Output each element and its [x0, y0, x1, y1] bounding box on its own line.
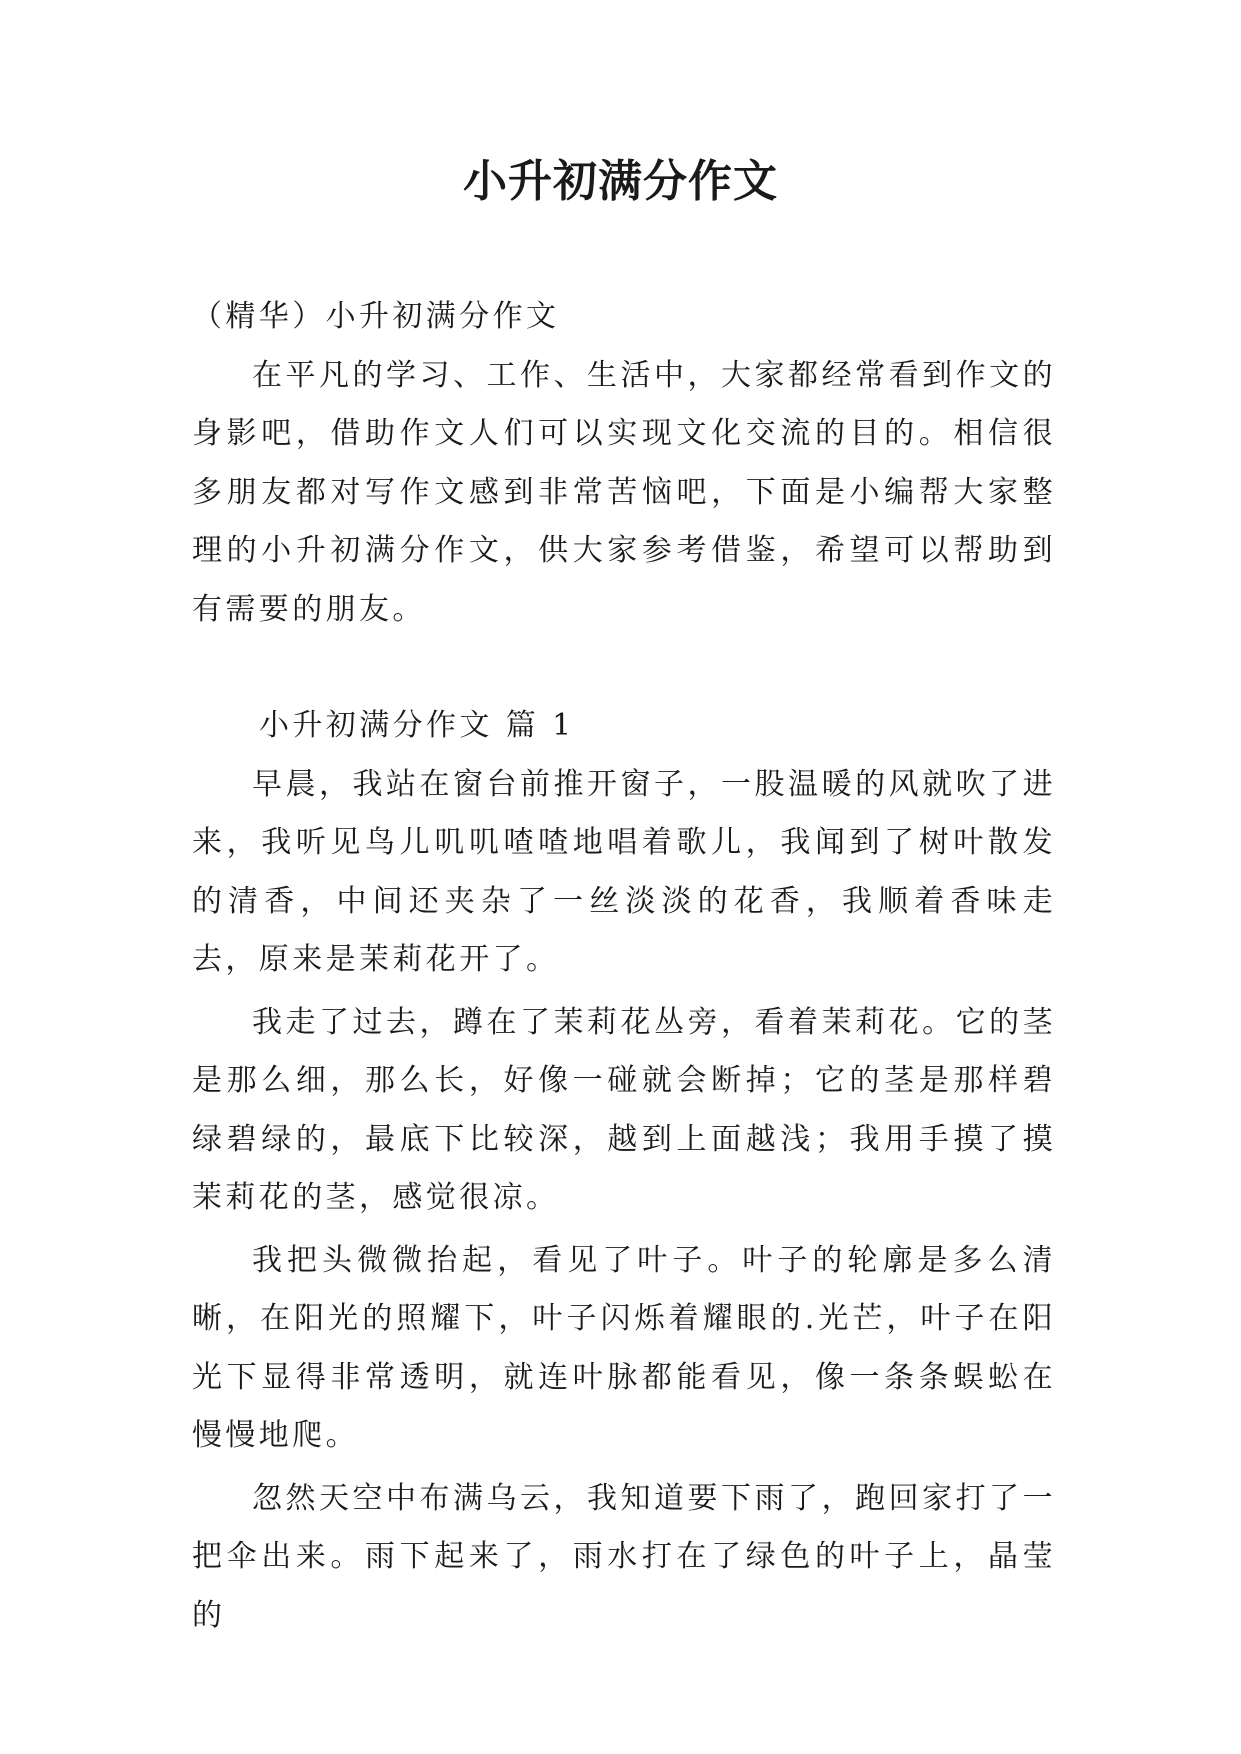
- intro-paragraph: 在平凡的学习、工作、生活中，大家都经常看到作文的身影吧，借助作文人们可以实现文化交流的目的。相信很多朋友都对写作文感到非常苦恼吧，下面是小编帮大家整理的小升初满分作文，供大家参考借鉴，希望可以帮助到有需要的朋友。: [192, 357, 1056, 627]
- essay-paragraph: 忽然天空中布满乌云，我知道要下雨了，跑回家打了一把伞出来。雨下起来了，雨水打在了绿色的叶子上，晶莹的: [192, 1480, 1056, 1633]
- section-gap: [192, 639, 1056, 697]
- essay-paragraph: 早晨，我站在窗台前推开窗子，一股温暖的风就吹了进来，我听见鸟儿叽叽喳喳地唱着歌儿，我闻到了树叶散发的清香，中间还夹杂了一丝淡淡的花香，我顺着香味走去，原来是茉莉花开了。: [192, 766, 1056, 977]
- document-body: [192, 288, 1056, 1645]
- document-title: 小升初满分作文: [463, 156, 778, 207]
- document-subtitle: （精华）小升初满分作文: [192, 299, 560, 334]
- essay-paragraph: 我把头微微抬起，看见了叶子。叶子的轮廓是多么清晰，在阳光的照耀下，叶子闪烁着耀眼的.光芒，叶子在阳光下显得非常透明，就连叶脉都能看见，像一条条蜈蚣在慢慢地爬。: [192, 1242, 1056, 1453]
- section-heading: 小升初满分作文 篇 1: [259, 708, 575, 743]
- essay-paragraph: 我走了过去，蹲在了茉莉花丛旁，看着茉莉花。它的茎是那么细，那么长，好像一碰就会断掉；它的茎是那样碧绿碧绿的，最底下比较深，越到上面越浅；我用手摸了摸茉莉花的茎，感觉很凉。: [192, 1004, 1056, 1215]
